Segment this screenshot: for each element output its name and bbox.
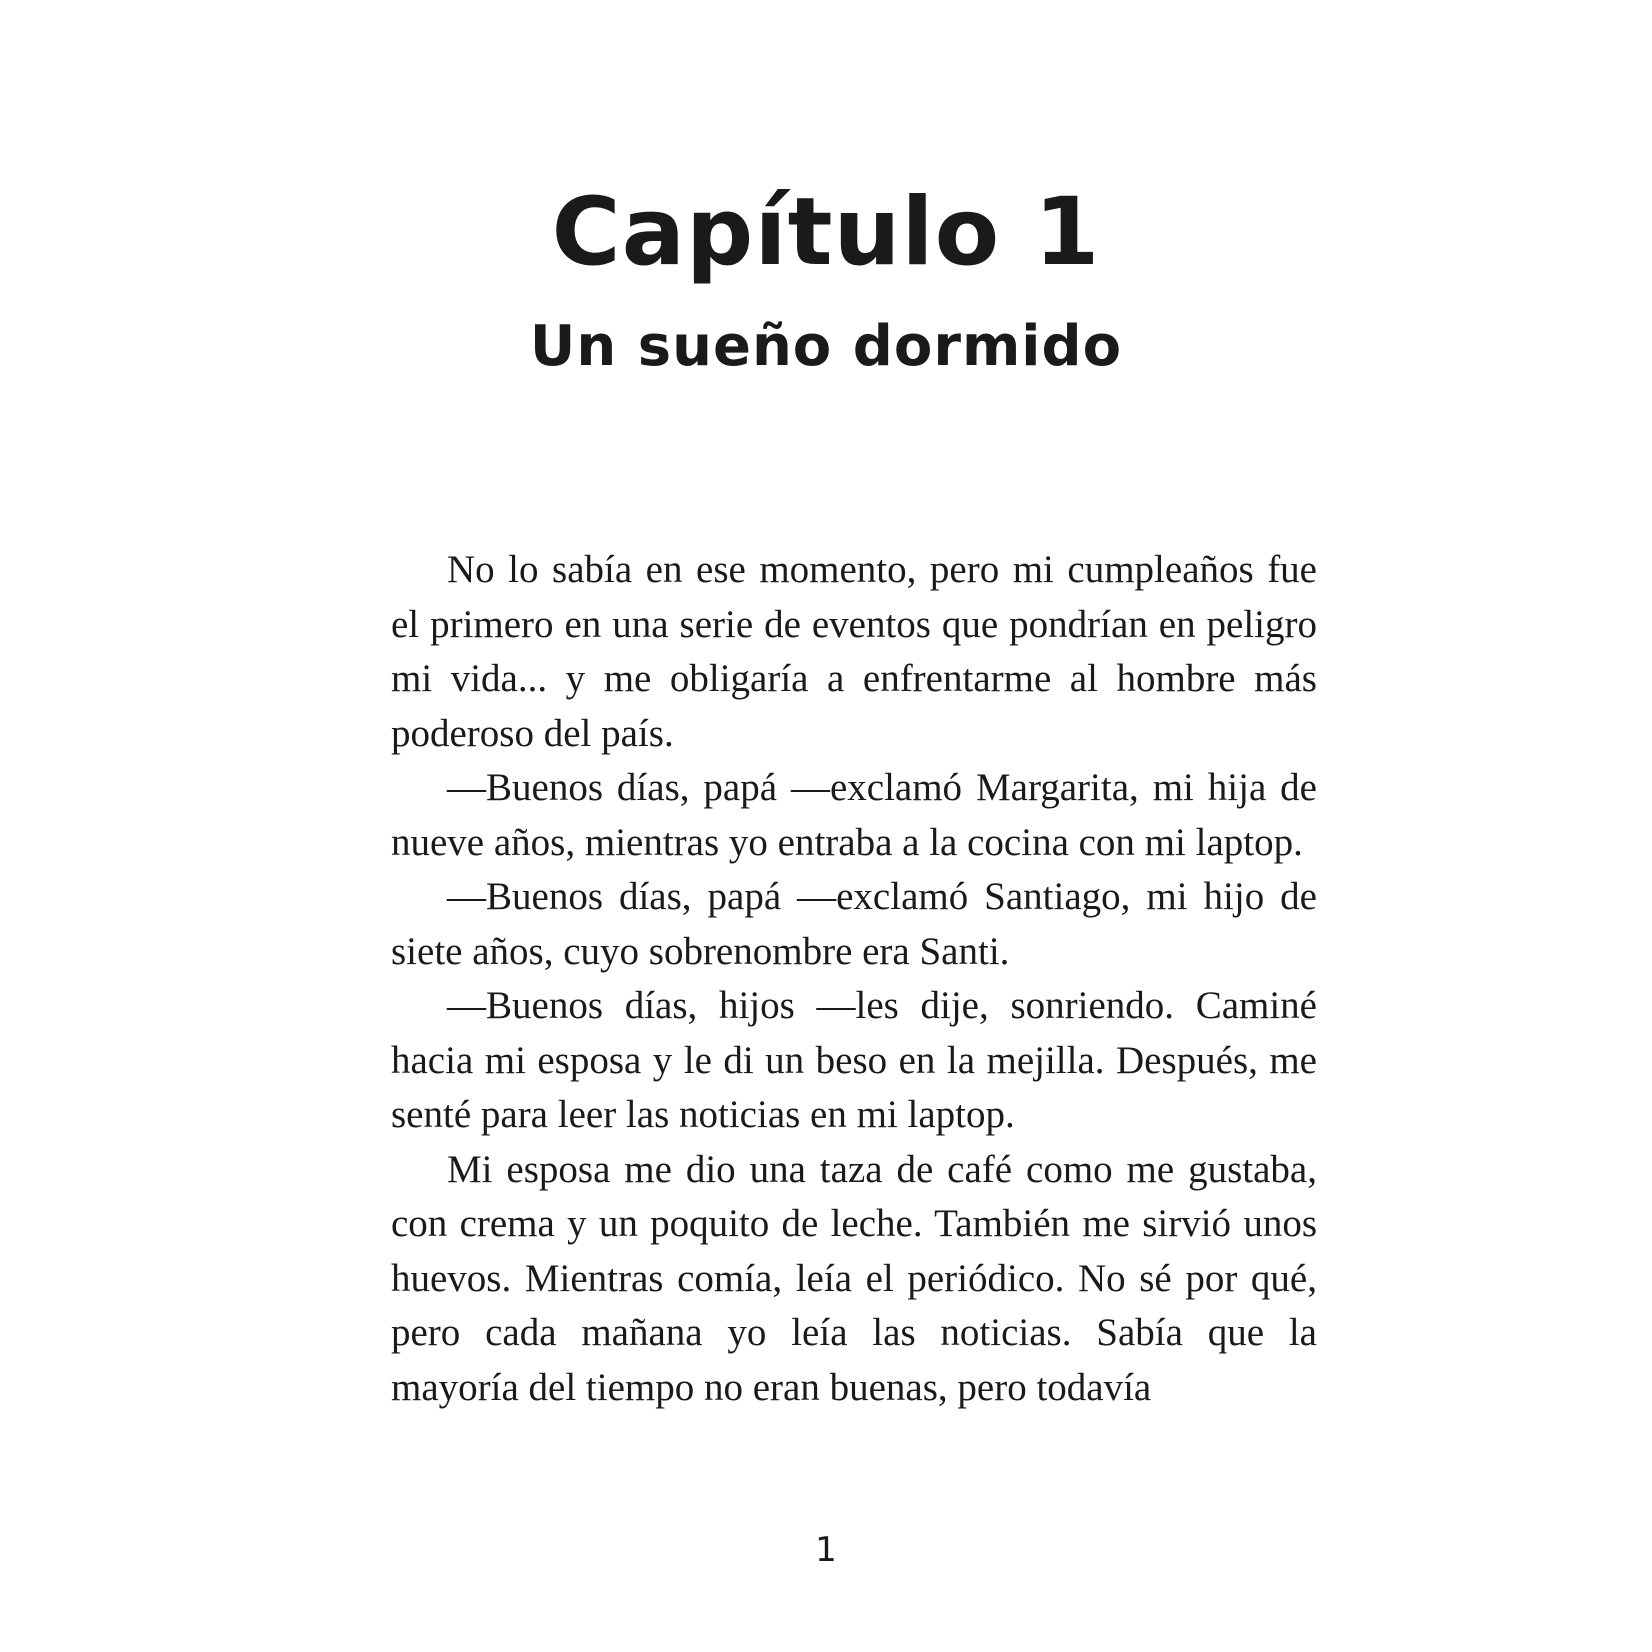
- paragraph: No lo sabía en ese momento, pero mi cumpleaños fue el primero en una serie de eventos que pondrían en peligro mi vida... y me obligaría a enfrentarme al hombre más poderoso del país.: [391, 548, 1317, 755]
- paragraph: —Buenos días, papá —exclamó Margarita, mi hija de nueve años, mientras yo entraba a la cocina con mi laptop.: [391, 766, 1317, 864]
- paragraph: Mi esposa me dio una taza de café como me gustaba, con crema y un poquito de leche. También me sirvió unos huevos. Mientras comía, leía el periódico. No sé por qué, pero cada mañana yo leía las noticias. Sabía que la mayoría del tiempo no eran buenas, pero todavía: [391, 1147, 1317, 1409]
- chapter-title: Capítulo 1: [551, 178, 1101, 287]
- chapter-subtitle: Un sueño dormido: [529, 314, 1123, 379]
- paragraph: —Buenos días, hijos —les dije, sonriendo. Caminé hacia mi esposa y le di un beso en la mejilla. Después, me senté para leer las noticias en mi laptop.: [391, 984, 1317, 1136]
- chapter-body: [391, 543, 1317, 1415]
- page-number: 1: [815, 1530, 837, 1570]
- paragraph: —Buenos días, papá —exclamó Santiago, mi hijo de siete años, cuyo sobrenombre era Santi.: [391, 875, 1317, 973]
